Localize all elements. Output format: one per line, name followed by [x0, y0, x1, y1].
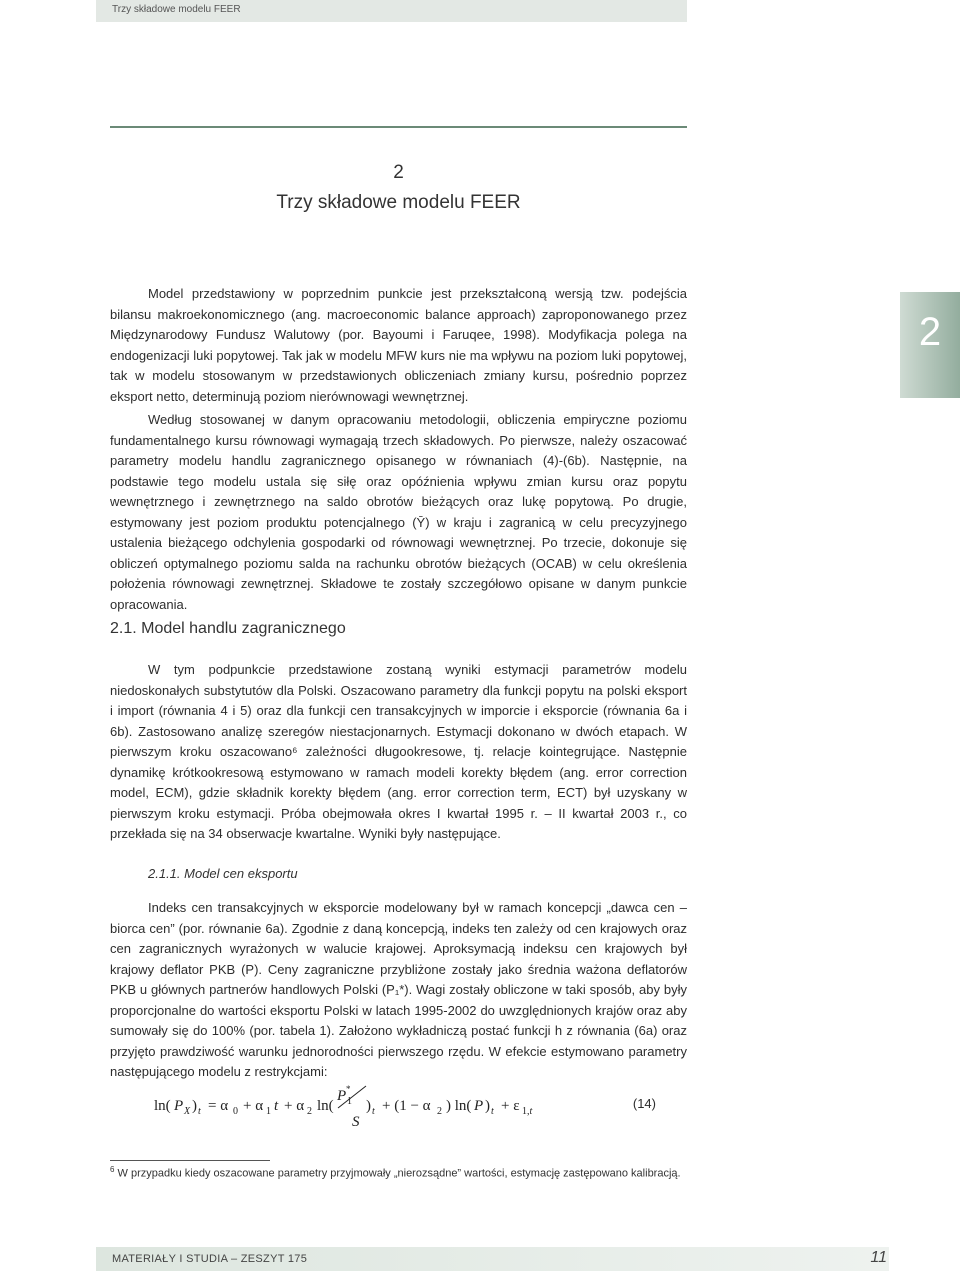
paragraph-methodology: Według stosowanej w danym opracowaniu metodologii, obliczenia empiryczne poziomu fundamentalnego kursu równowagi wymagają trzech składowych. Po pierwsze, należy oszacować parametry modelu handlu zagranicznego opisanego w równaniach (4)-(6b). Następnie, na podstawie tego modelu ustala się siłę oraz opóźnienia wpływu zmian kursu oraz popytu wewnętrznego i zewnętrznego na saldo obrotów bieżących oraz lukę popytową. Po drugie, estymowany jest poziom produktu potencjalnego (Ȳ) w kraju i zagranicą w celu precyzyjnego ustalenia bieżącego odchylenia gospodarki od równowagi wewnętrznej. Po trzecie, dokonuje się obliczeń optymalnego poziomu salda na rachunku obrotów bieżących (OCAB) w celu określenia położenia równowagi zewnętrznej. Składowe te zostały szczegółowo opisane w danym punkcie opracowania.	[110, 412, 687, 612]
chapter-tab-number: 2	[918, 310, 942, 354]
svg-text:t: t	[372, 1106, 375, 1117]
svg-text:+ (1 − α: + (1 − α	[382, 1098, 431, 1114]
svg-text:P: P	[474, 1098, 484, 1114]
chapter-rule	[110, 126, 687, 128]
chapter-number: 2	[393, 162, 404, 183]
svg-text:ln(: ln(	[154, 1098, 171, 1114]
svg-text:t: t	[274, 1098, 279, 1114]
svg-text:): )	[192, 1098, 197, 1114]
svg-text:+ ε: + ε	[501, 1098, 520, 1114]
svg-text:): )	[366, 1098, 371, 1114]
svg-text:2: 2	[307, 1106, 312, 1117]
svg-text:+ α: + α	[243, 1098, 264, 1114]
svg-text:1: 1	[266, 1106, 271, 1117]
running-header	[96, 0, 687, 22]
svg-text:X: X	[184, 1106, 191, 1117]
page-footer	[96, 1247, 889, 1271]
running-title: Trzy składowe modelu FEER	[112, 4, 241, 15]
paragraph-intro: Model przedstawiony w poprzednim punkcie jest przekształconą wersją tzw. podejścia bilansu makroekonomicznego (ang. macroeconomic balance approach) zaproponowanego przez Międzynarodowy Fundusz Walutowy (por. Bayoumi i Faruqee, 1998). Modyfikacja polega na endogenizacji luki popytowej. Tak jak w modelu MFW kurs nie ma wpływu na poziom luki popytowej, tak w modelu stosowanym w przedstawionych obliczeniach zmiany kursu, pośrednio poprzez eksport netto, determinują poziom nierównowagi wewnętrznej.	[110, 286, 687, 404]
svg-text:) ln(: ) ln(	[446, 1098, 472, 1114]
footnote-text: W przypadku kiedy oszacowane parametry przyjmowały „nierozsądne” wartości, estymację zastępowano kalibracją.	[117, 1167, 681, 1180]
svg-text:0: 0	[233, 1106, 238, 1117]
svg-text:ln(: ln(	[317, 1098, 334, 1114]
chapter-title: Trzy składowe modelu FEER	[276, 192, 521, 213]
svg-text:S: S	[352, 1114, 360, 1130]
svg-text:): )	[485, 1098, 490, 1114]
svg-text:1: 1	[347, 1096, 352, 1107]
svg-text:P: P	[337, 1088, 347, 1104]
subsection-heading: 2.1.1. Model cen eksportu	[148, 866, 298, 881]
paragraph-section: W tym podpunkcie przedstawione zostaną wyniki estymacji parametrów modelu niedoskonałych substytutów dla Polski. Oszacowano parametry dla funkcji popytu na polski eksport i import (równania 4 i 5) oraz dla funkcji cen transakcyjnych w imporcie i eksporcie (równania 6a i 6b). Zastosowano analizę szeregów niestacjonarnych. Estymacji dokonano w dwóch etapach. W pierwszym kroku oszacowano⁶ zależności długookresowe, tj. relacje kointegrujące. Następnie dynamikę krótkookresową estymowano w ramach modeli korekty błędem (ang. error correction model, ECM), gdzie składnik korekty błędem (ang. error correction term, ECT) był uzyskany w pierwszym kroku estymacji. Próba obejmowała okres I kwartał 1995 r. – II kwartał 2003 r., co przekłada się na 34 obserwacje kwartalne. Wyniki były następujące.	[110, 662, 687, 841]
svg-text:= α: = α	[208, 1098, 229, 1114]
footnote-rule	[110, 1160, 270, 1161]
footnote	[110, 1165, 681, 1180]
footer-series: MATERIAŁY I STUDIA – ZESZYT 175	[112, 1253, 308, 1265]
chapter-tab	[900, 292, 960, 398]
svg-text:P: P	[174, 1098, 184, 1114]
equation-14	[154, 1082, 664, 1132]
equation-number: (14)	[632, 1096, 656, 1111]
svg-text:1,t: 1,t	[522, 1106, 533, 1117]
svg-text:t: t	[491, 1106, 494, 1117]
svg-text:*: *	[346, 1084, 351, 1094]
svg-text:2: 2	[437, 1106, 442, 1117]
paragraph-subsection: Indeks cen transakcyjnych w eksporcie modelowany był w ramach koncepcji „dawca cen – biorca cen” (por. równanie 6a). Zgodnie z daną koncepcją, indeks ten zależy od cen krajowych oraz cen zagranicznych wyrażonych w walucie krajowej. Aproksymacją indeksu cen krajowych był krajowy deflator PKB (P). Ceny zagraniczne przybliżone zostały jako średnia ważona deflatorów PKB u głównych partnerów handlowych Polski (P₁*). Wagi zostały obliczone w taki sposób, aby były proporcjonalne do wartości eksportu Polski w latach 1995-2002 do uwzględnionych krajów oraz aby sumowały się do 100% (por. tabela 1). Założono wykładniczą postać funkcji h z równania (6a) oraz przyjęto prawdziwość warunku jednorodności pierwszego rzędu. W efekcie estymowano parametry następującego modelu z restrykcjami:	[110, 900, 687, 1079]
page-number: 11	[870, 1249, 887, 1266]
section-heading: 2.1. Model handlu zagranicznego	[110, 620, 346, 637]
footnote-marker: 6	[110, 1165, 115, 1174]
svg-text:t: t	[198, 1106, 201, 1117]
svg-text:+ α: + α	[284, 1098, 305, 1114]
